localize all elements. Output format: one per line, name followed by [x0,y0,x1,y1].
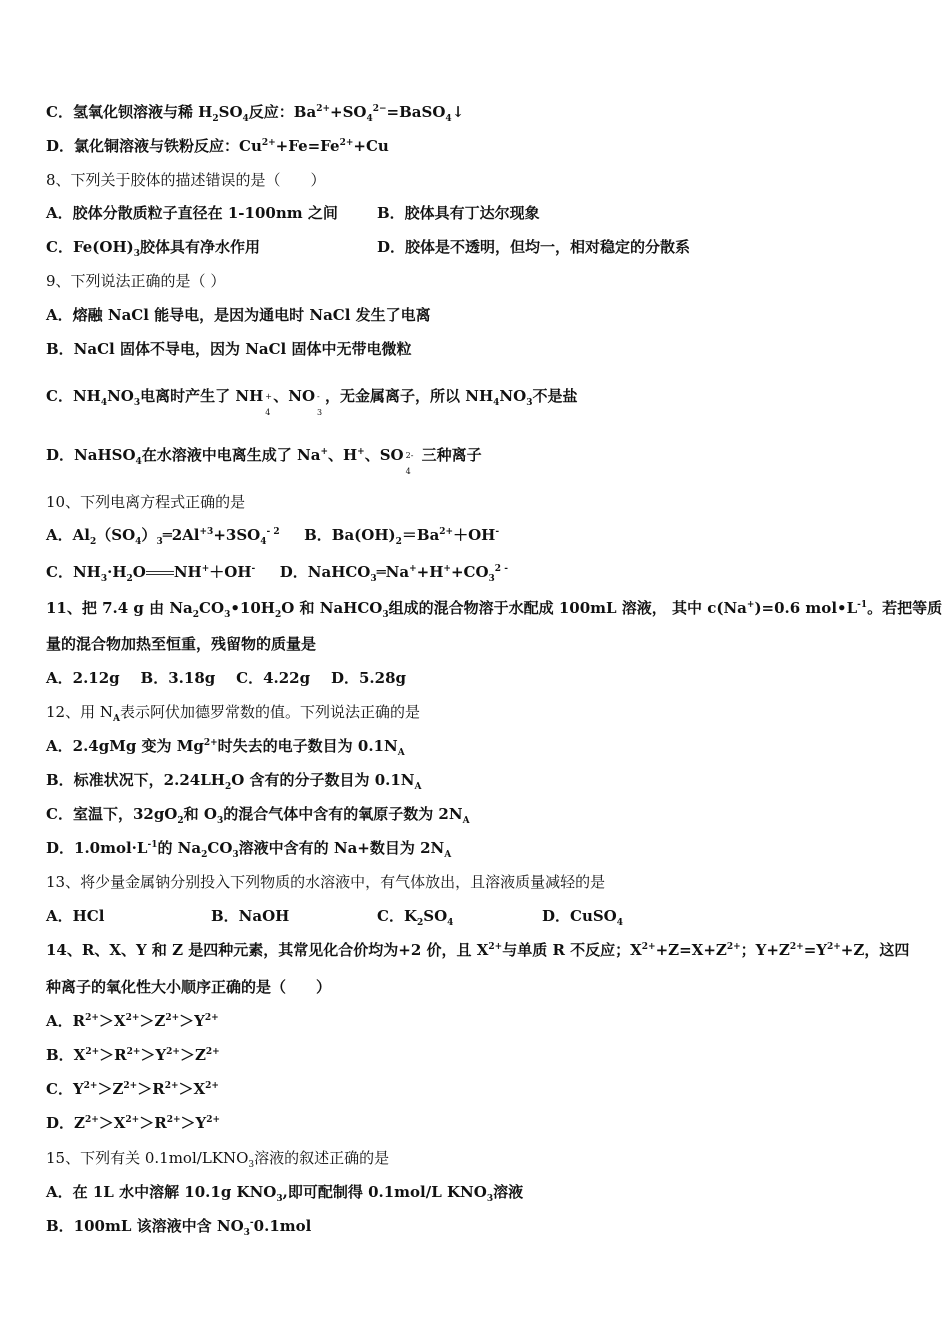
q9-option-d: D．NaHSO$_4$在水溶液中电离生成了 Na+、H+、SO 2- 4 三种离子 [46,446,482,476]
q13-option-c: C．$K_2SO_4$ [377,907,454,928]
q13-option-b: B．NaOH [211,907,290,925]
q12-option-a: A．2.4gMg 变为 $Mg^{2+}$时失去的电子数目为 $0.1N_A$ [46,737,405,758]
q13-option-a: A．HCl [46,907,105,925]
q9-option-b: B．NaCl 固体不导电，因为 NaCl 固体中无带电微粒 [46,340,412,358]
q15-option-a: A．在 1L 水中溶解 10.1g $KNO_3$,即可配制得 0.1mol/L $KNO_3$溶液 [46,1183,524,1204]
q14-stem-line2: 种离子的氧化性大小顺序正确的是（ ） [46,978,332,996]
q12-option-d: D．$1.0mol\cdot L^{-1}$的 $Na_2CO_3$溶液中含有的 Na+数目为 $2N_A$ [46,839,452,860]
q7-option-d: D．氯化铜溶液与铁粉反应：$Cu^{2+}+Fe=Fe^{2+}+Cu$ [46,137,389,155]
q12-option-c: C．室温下，$32gO_2$和 $O_3$的混合气体中含有的氧原子数为 $2N_A$ [46,805,470,826]
q8-option-a: A．胶体分散质粒子直径在 1-100nm 之间 [46,204,338,222]
q8-option-b: B．胶体具有丁达尔现象 [377,204,540,222]
q14-option-d: D．$Z^{2+}>X^{2+}>R^{2+}>Y^{2+}$ [46,1114,221,1132]
q9-option-a: A．熔融 NaCl 能导电，是因为通电时 NaCl 发生了电离 [46,306,431,324]
reversible-arrow-icon [146,571,174,575]
q14-option-b: B．$X^{2+}>R^{2+}>Y^{2+}>Z^{2+}$ [46,1046,220,1064]
q10-options-cd: C．$NH_3\cdot H_2O$ NH+＋OH- D．$NaHCO_3═Na^++H^++CO_3^{2 -}$ [46,563,508,584]
q15-option-b: B．100mL 该溶液中含 $NO_3^-0.1mol$ [46,1217,312,1238]
q11-options: A．2.12g B．3.18g C．4.22g D．5.28g [46,669,407,687]
q13-option-d: D．CuSO$_4$ [542,907,624,928]
q8-stem: 8、下列关于胶体的描述错误的是（ ） [46,171,326,189]
q14-option-a: A．$R^{2+}>X^{2+}>Z^{2+}>Y^{2+}$ [46,1012,219,1030]
q8-option-c: C．$Fe(OH)_3$胶体具有净水作用 [46,238,261,259]
q13-stem: 13、将少量金属钠分别投入下列物质的水溶液中，有气体放出，且溶液质量减轻的是 [46,873,606,891]
q15-stem: 15、下列有关 $0.1mol/LKNO_3$溶液的叙述正确的是 [46,1149,390,1170]
q14-option-c: C．$Y^{2+}>Z^{2+}>R^{2+}>X^{2+}$ [46,1080,219,1098]
q9-stem: 9、下列说法正确的是（ ） [46,272,226,290]
q10-stem: 10、下列电离方程式正确的是 [46,493,246,511]
q11-stem-line1: 11、把 7.4 g 由 $Na_2CO_3•10H_2O$ 和 NaHCO$_3$组成的混合物溶于水配成 100mL 溶液， 其中 c(Na+)=0.6 $mol•L^{-1}$。若把等质 [46,599,943,620]
q12-stem: 12、用 $N_A$表示阿伏加德罗常数的值。下列说法正确的是 [46,703,420,724]
q11-stem-line2: 量的混合物加热至恒重，残留物的质量是 [46,635,317,653]
q10-options-ab: A．$Al_2(SO_4)_3═2Al^{+3}+3SO_4^{- 2}$ B．$Ba(OH)_2=Ba^{2+}+OH^-$ [46,526,500,547]
q14-stem-line1: 14、R、X、Y 和 Z 是四种元素，其常见化合价均为+2 价，且 $X^{2+}$与单质 R 不反应；$X^{2+}+Z=X+Z^{2+}$；$Y+Z^{2+}=Y^{2+}+Z$，这四 [46,941,910,959]
q9-option-c: C．$NH_4NO_3$电离时产生了 NH + 4 、NO - 3 ，无金属离子，所以 $NH_4NO_3$不是盐 [46,387,578,417]
q7-option-c: C．氢氧化钡溶液与稀 $H_2SO_4$反应：$Ba^{2+}+SO_4^{2-}=BaSO_4↓$ [46,103,465,124]
q8-option-d: D．胶体是不透明，但均一，相对稳定的分散系 [377,238,691,256]
q12-option-b: B．标准状况下，$2.24LH_2O$ 含有的分子数目为 $0.1N_A$ [46,771,422,792]
